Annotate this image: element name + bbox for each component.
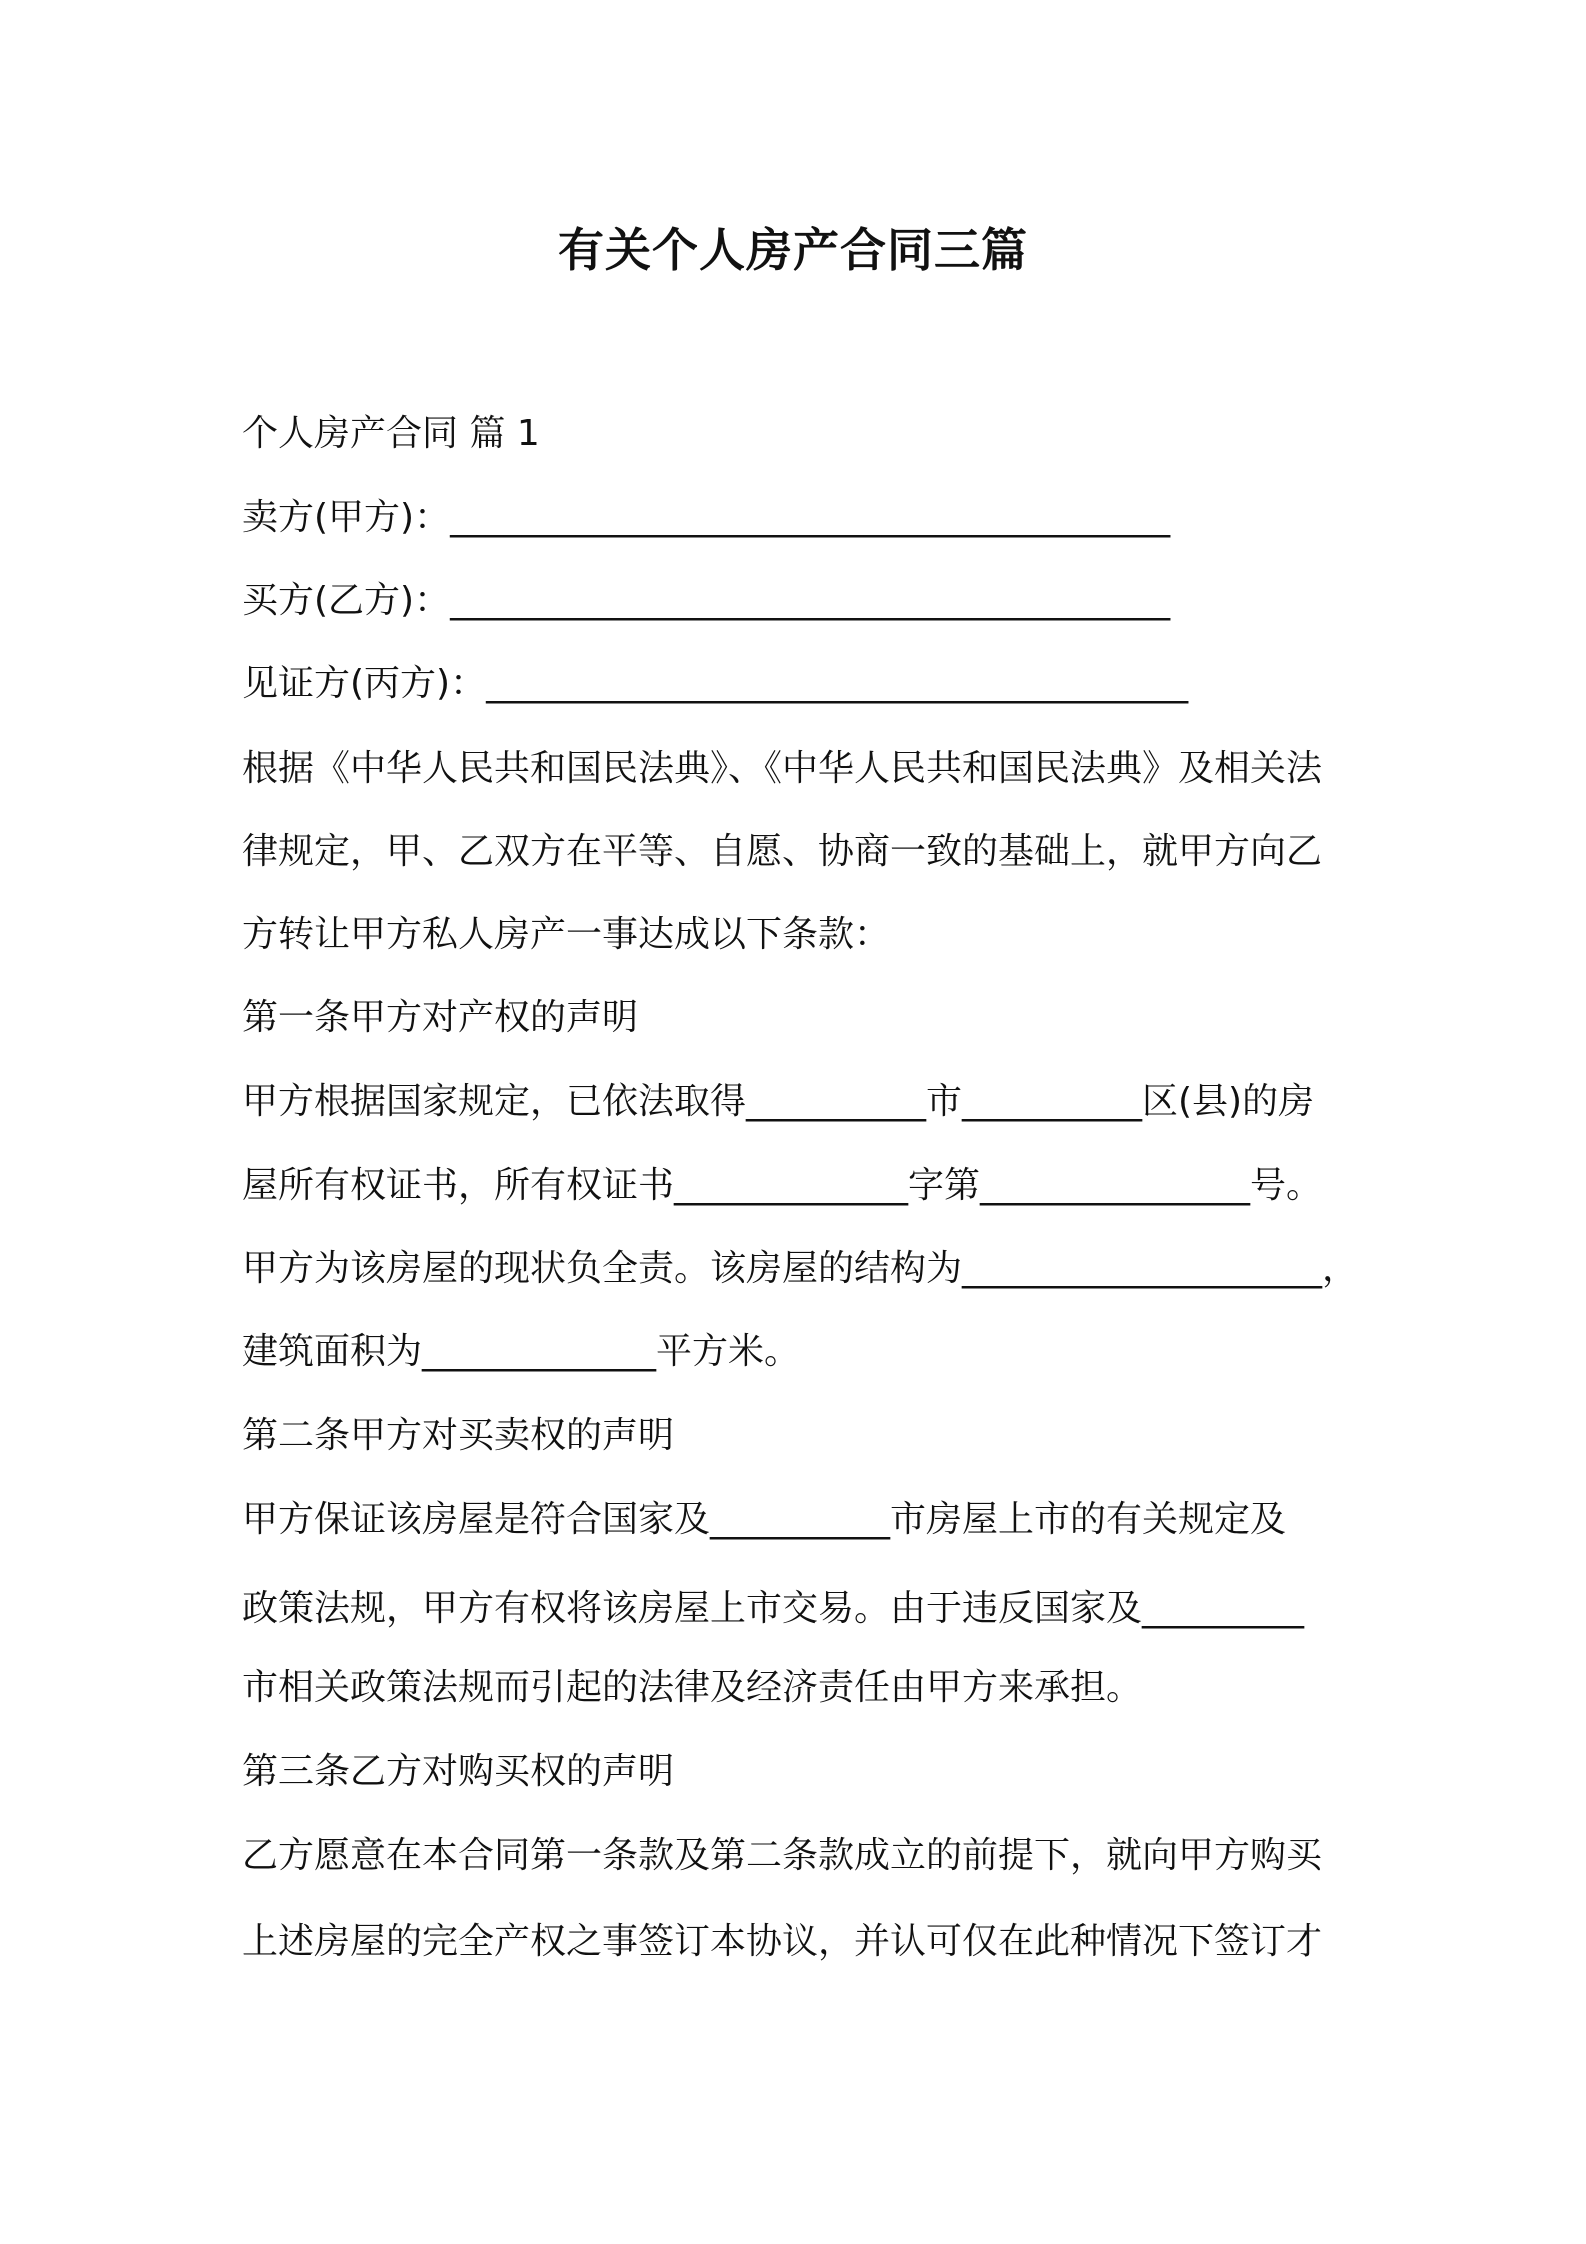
article-1-line: 屋所有权证书，所有权证书_____________字第_______________号。 [242,1165,1323,1206]
article-2-line: 政策法规，甲方有权将该房屋上市交易。由于违反国家及_________ [242,1588,1305,1629]
buyer-line: 买方(乙方)：________________________________________ [242,580,1171,621]
article-1-line: 甲方为该房屋的现状负全责。该房屋的结构为____________________， [242,1248,1359,1289]
preamble-line: 律规定，甲、乙双方在平等、自愿、协商一致的基础上，就甲方向乙 [242,831,1323,872]
article-3-line: 乙方愿意在本合同第一条款及第二条款成立的前提下，就向甲方购买 [242,1835,1323,1876]
witness-line: 见证方(丙方)：_______________________________________ [242,663,1189,704]
article-2-line: 市相关政策法规而引起的法律及经济责任由甲方来承担。 [242,1667,1143,1708]
article-1-heading: 第一条甲方对产权的声明 [242,997,639,1038]
preamble-line: 根据《中华人民共和国民法典》、《中华人民共和国民法典》及相关法 [242,748,1323,789]
article-1-line: 建筑面积为_____________平方米。 [242,1331,801,1372]
article-1-line: 甲方根据国家规定，已依法取得__________市__________区(县)的房 [242,1081,1315,1122]
preamble-line: 方转让甲方私人房产一事达成以下条款： [242,914,891,955]
article-2-heading: 第二条甲方对买卖权的声明 [242,1415,675,1456]
document-title: 有关个人房产合同三篇 [558,223,1028,277]
article-3-line: 上述房屋的完全产权之事签订本协议，并认可仅在此种情况下签订才 [242,1921,1323,1962]
contract-heading: 个人房产合同 篇 1 [242,413,540,454]
article-2-line: 甲方保证该房屋是符合国家及__________市房屋上市的有关规定及 [242,1499,1287,1540]
article-3-heading: 第三条乙方对购买权的声明 [242,1751,675,1792]
seller-line: 卖方(甲方)：________________________________________ [242,497,1171,538]
